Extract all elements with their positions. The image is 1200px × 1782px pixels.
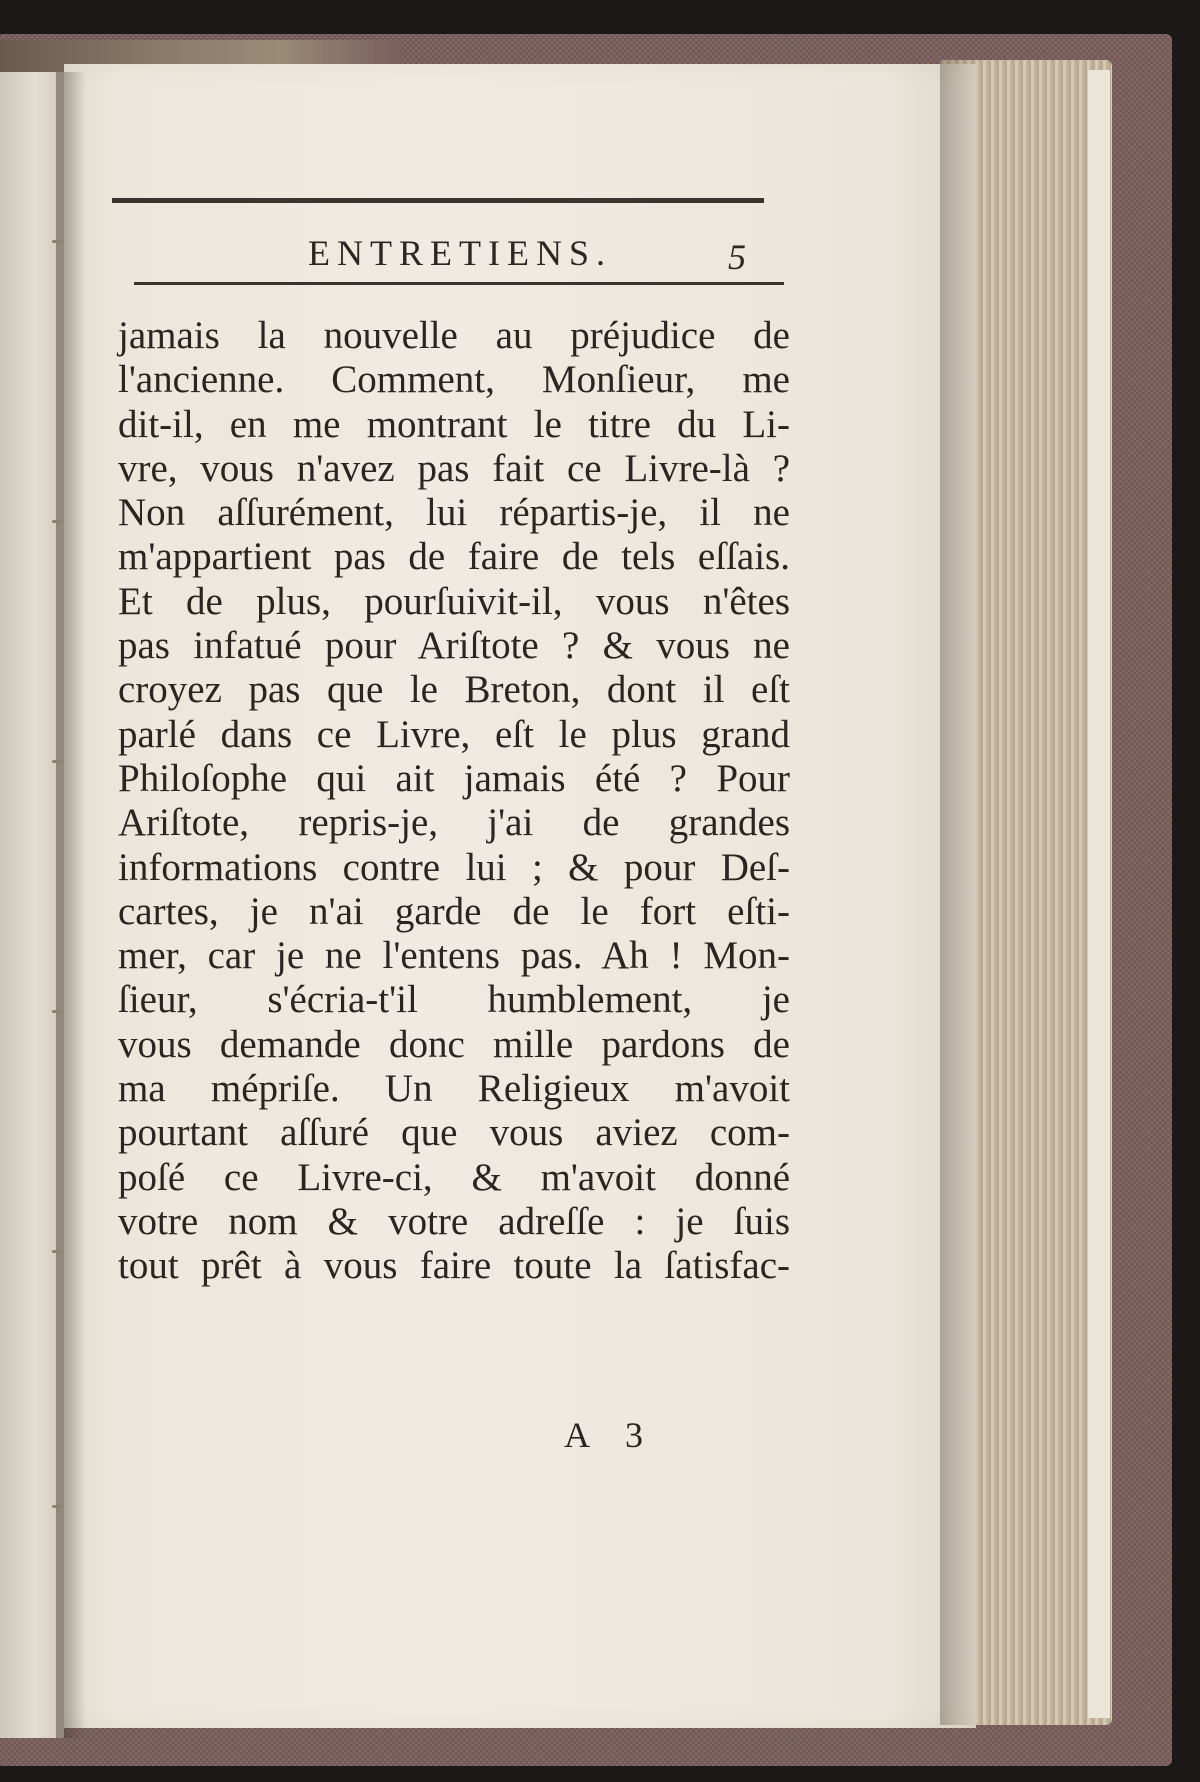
text-line: poſé ce Livre-ci, & m'avoit donné — [118, 1155, 790, 1199]
text-line: mer, car je ne l'entens pas. Ah ! Mon- — [118, 934, 790, 978]
gutter-shadow — [56, 72, 86, 1738]
stitch-mark — [52, 240, 62, 243]
text-line: Et de plus, pourſuivit-il, vous n'êtes — [118, 579, 790, 623]
text-line: votre nom & votre adreſſe : je ſuis — [118, 1199, 790, 1243]
text-line: ma mépriſe. Un Religieux m'avoit — [118, 1067, 790, 1111]
text-line: tout prêt à vous faire toute la ſatisfac- — [118, 1244, 790, 1288]
text-line: croyez pas que le Breton, dont il eſt — [118, 668, 790, 712]
text-line: pas infatué pour Ariſtote ? & vous ne — [118, 624, 790, 668]
stitch-mark — [52, 760, 62, 763]
running-head-title: ENTRETIENS. — [308, 233, 612, 273]
text-line: ſieur, s'écria-t'il humblement, je — [118, 978, 790, 1022]
fore-edge-shadow — [940, 60, 980, 1725]
text-line: pourtant aſſuré que vous aviez com- — [118, 1111, 790, 1155]
text-line: parlé dans ce Livre, eſt le plus grand — [118, 712, 790, 756]
page-block-edge-highlight — [1088, 70, 1110, 1718]
stitch-mark — [52, 1505, 62, 1508]
stitch-mark — [52, 1250, 62, 1253]
body-text — [118, 314, 790, 1289]
stitch-mark — [52, 520, 62, 523]
stitch-mark — [52, 1010, 62, 1013]
text-line: Non aſſurément, lui répartis-je, il ne — [118, 491, 790, 535]
page-number: 5 — [728, 237, 746, 277]
text-line: vre, vous n'avez pas fait ce Livre-là ? — [118, 446, 790, 490]
text-line: jamais la nouvelle au préjudice de — [118, 314, 790, 357]
text-line: informations contre lui ; & pour Deſ- — [118, 845, 790, 889]
left-page-edge — [0, 72, 64, 1738]
text-line: Ariſtote, repris-je, j'ai de grandes — [118, 801, 790, 845]
signature-mark: A 3 — [564, 1415, 658, 1455]
text-line: vous demande donc mille pardons de — [118, 1022, 790, 1066]
text-line: m'appartient pas de faire de tels eſſais. — [118, 535, 790, 579]
text-line: cartes, je n'ai garde de le fort eſti- — [118, 889, 790, 933]
text-line: dit-il, en me montrant le titre du Li- — [118, 402, 790, 446]
text-line: Philoſophe qui ait jamais été ? Pour — [118, 756, 790, 800]
head-rule-top — [112, 198, 764, 203]
head-rule-bottom — [134, 282, 784, 285]
text-line: l'ancienne. Comment, Monſieur, me — [118, 358, 790, 402]
recto-page — [64, 64, 976, 1728]
